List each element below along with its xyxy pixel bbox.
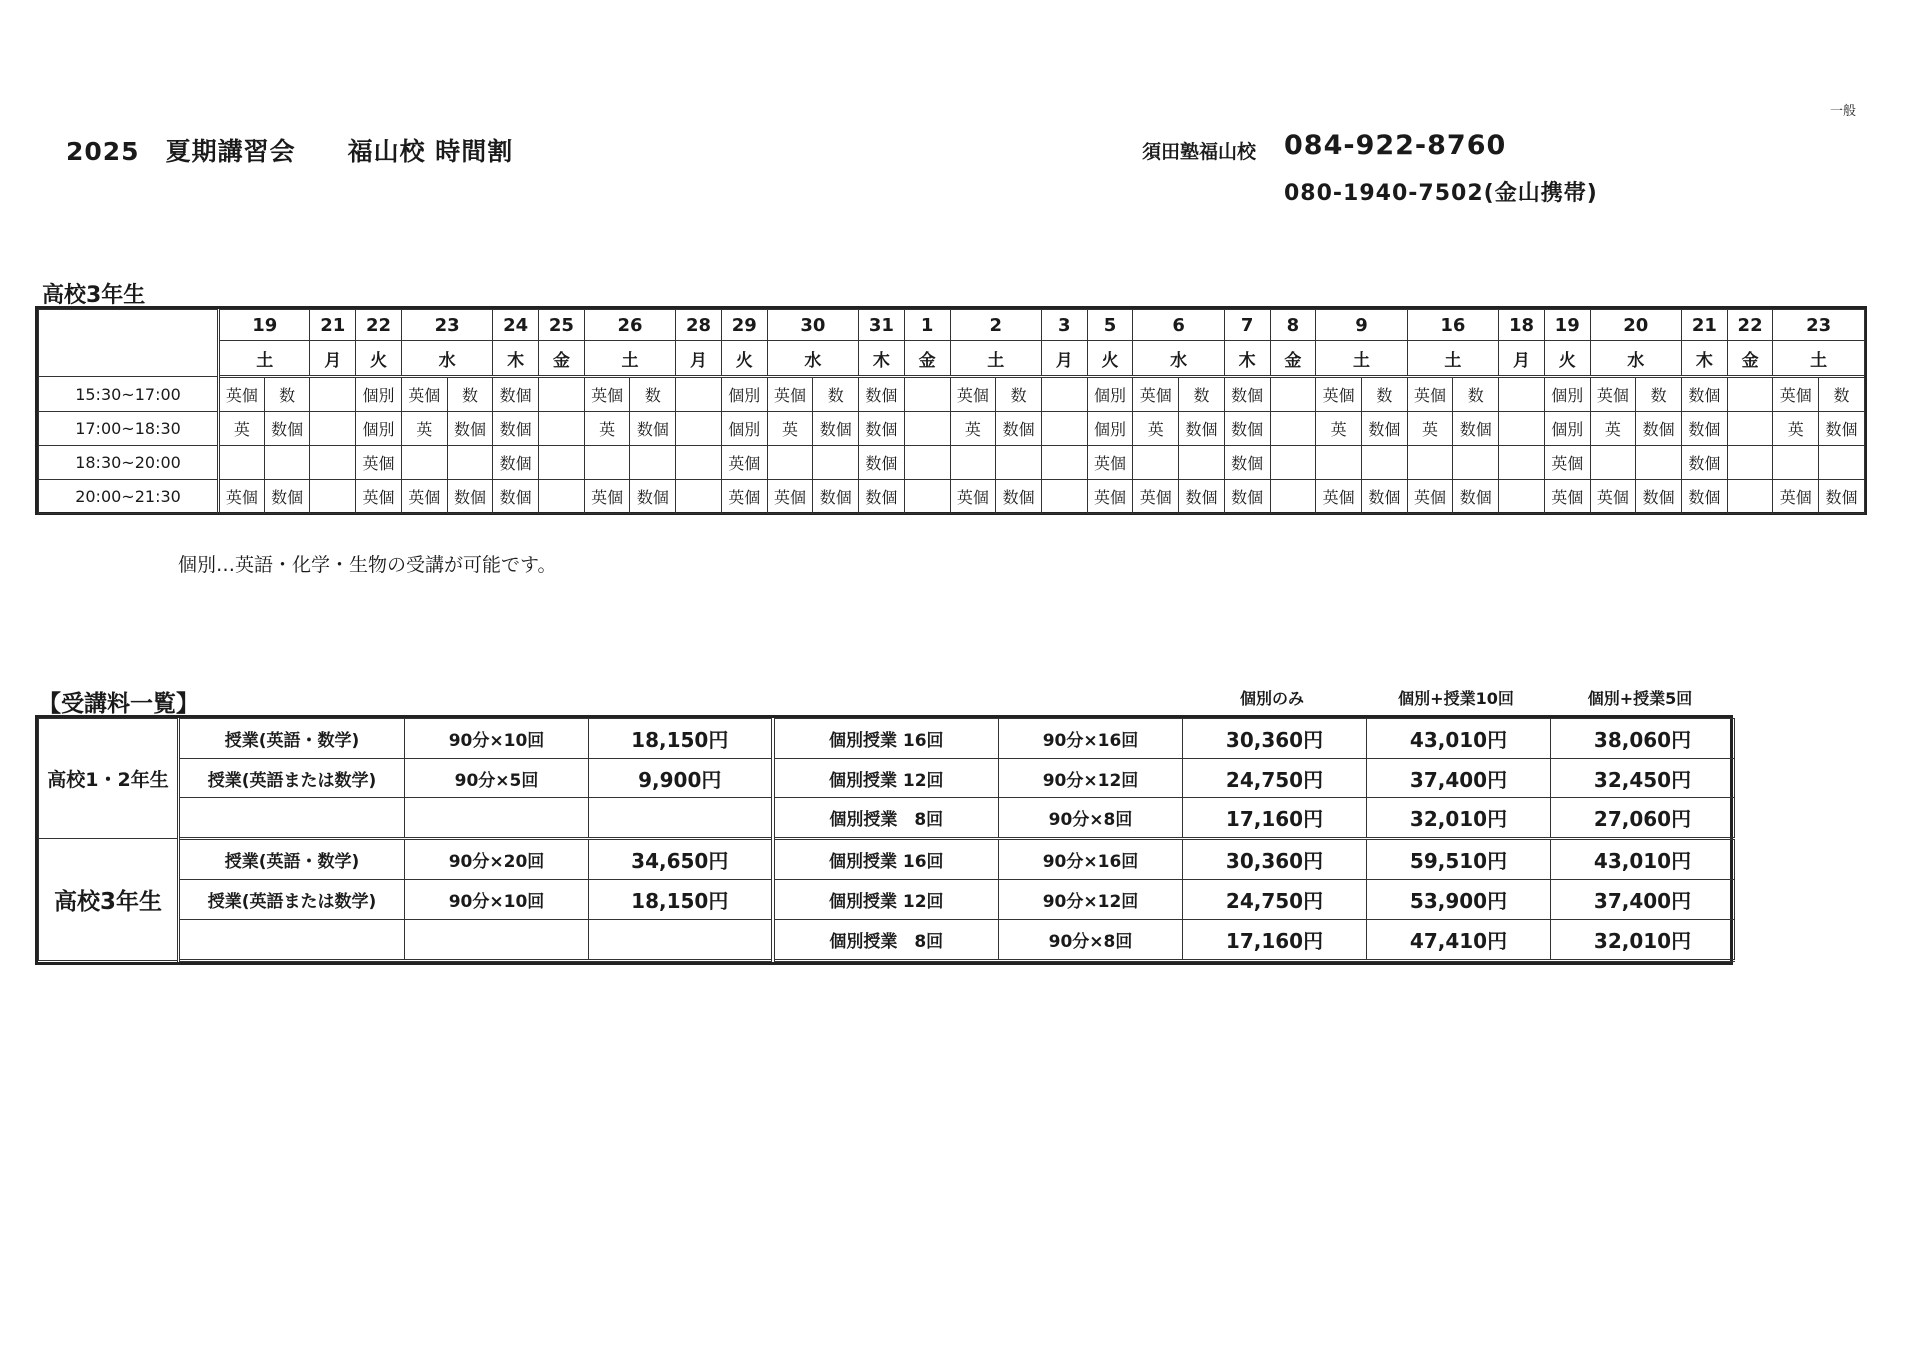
course-name bbox=[179, 798, 405, 839]
schedule-cell bbox=[1636, 446, 1682, 480]
schedule-cell bbox=[676, 377, 722, 412]
schedule-cell bbox=[950, 446, 996, 480]
time-slot-label: 15:30~17:00 bbox=[39, 377, 219, 412]
course-name: 授業(英語または数学) bbox=[179, 758, 405, 798]
schedule-cell: 数個 bbox=[1682, 412, 1728, 446]
schedule-cell bbox=[767, 446, 813, 480]
schedule-cell bbox=[1773, 446, 1819, 480]
schedule-cell: 英個 bbox=[721, 446, 767, 480]
schedule-cell: 数 bbox=[630, 377, 676, 412]
weekday-cell: 水 bbox=[767, 341, 858, 377]
schedule-cell bbox=[584, 446, 630, 480]
price-individual-only: 30,360円 bbox=[1183, 719, 1367, 759]
schedule-cell: 数個 bbox=[1224, 412, 1270, 446]
schedule-cell: 数 bbox=[813, 377, 859, 412]
schedule-cell bbox=[310, 412, 356, 446]
contact-school-name: 須田塾福山校 bbox=[1142, 141, 1257, 163]
schedule-cell: 数個 bbox=[264, 412, 310, 446]
col-header-individual-only: 個別のみ bbox=[1239, 689, 1304, 708]
date-cell: 7 bbox=[1224, 310, 1270, 341]
weekday-cell: 火 bbox=[721, 341, 767, 377]
schedule-cell bbox=[1727, 412, 1773, 446]
course-price: 9,900円 bbox=[589, 758, 773, 798]
schedule-cell: 数個 bbox=[493, 377, 539, 412]
contact-phone-main: 084-922-8760 bbox=[1284, 130, 1507, 161]
date-cell: 24 bbox=[493, 310, 539, 341]
individual-duration: 90分×16回 bbox=[999, 839, 1183, 880]
weekday-cell: 木 bbox=[1682, 341, 1728, 377]
schedule-cell: 英 bbox=[1133, 412, 1179, 446]
price-plus-5: 32,450円 bbox=[1551, 758, 1735, 798]
weekday-cell: 金 bbox=[904, 341, 950, 377]
schedule-cell bbox=[1499, 446, 1545, 480]
price-plus-10: 59,510円 bbox=[1367, 839, 1551, 880]
individual-plan: 個別授業 16回 bbox=[773, 719, 999, 759]
schedule-cell bbox=[1270, 377, 1316, 412]
weekday-cell: 木 bbox=[859, 341, 905, 377]
schedule-cell: 数個 bbox=[1682, 480, 1728, 514]
price-individual-only: 17,160円 bbox=[1183, 919, 1367, 960]
schedule-cell: 英個 bbox=[1407, 480, 1453, 514]
course-duration: 90分×5回 bbox=[405, 758, 589, 798]
schedule-cell bbox=[813, 446, 859, 480]
schedule-cell: 英個 bbox=[356, 480, 402, 514]
col-header-individual-plus-5: 個別+授業5回 bbox=[1587, 689, 1693, 708]
schedule-cell: 数個 bbox=[859, 412, 905, 446]
schedule-cell: 英個 bbox=[1133, 480, 1179, 514]
schedule-cell: 英個 bbox=[1087, 446, 1133, 480]
schedule-cell: 数個 bbox=[1682, 446, 1728, 480]
date-cell: 6 bbox=[1133, 310, 1224, 341]
schedule-cell: 数個 bbox=[1179, 412, 1225, 446]
schedule-cell: 数個 bbox=[1819, 412, 1865, 446]
weekday-cell: 土 bbox=[950, 341, 1041, 377]
schedule-cell: 英個 bbox=[1316, 377, 1362, 412]
course-price bbox=[589, 919, 773, 960]
corner-tag: 一般 bbox=[1830, 104, 1857, 119]
weekday-cell: 水 bbox=[1133, 341, 1224, 377]
schedule-cell: 数個 bbox=[1361, 412, 1407, 446]
fee-table bbox=[35, 715, 1733, 965]
price-plus-10: 37,400円 bbox=[1367, 758, 1551, 798]
contact-phone-mobile: 080-1940-7502(金山携帯) bbox=[1284, 181, 1598, 206]
schedule-cell: 英個 bbox=[1773, 480, 1819, 514]
note-text: 個別…英語・化学・生物の受講が可能です。 bbox=[178, 554, 557, 576]
weekday-cell: 月 bbox=[1499, 341, 1545, 377]
schedule-cell bbox=[1041, 412, 1087, 446]
schedule-cell: 数 bbox=[447, 377, 493, 412]
weekday-cell: 水 bbox=[401, 341, 492, 377]
schedule-cell bbox=[1590, 446, 1636, 480]
weekday-cell: 火 bbox=[1544, 341, 1590, 377]
date-cell: 21 bbox=[310, 310, 356, 341]
schedule-cell: 英個 bbox=[767, 480, 813, 514]
date-cell: 5 bbox=[1087, 310, 1133, 341]
schedule-cell: 数個 bbox=[264, 480, 310, 514]
course-name: 授業(英語・数学) bbox=[179, 719, 405, 759]
course-price bbox=[589, 798, 773, 839]
schedule-cell: 英個 bbox=[401, 377, 447, 412]
date-cell: 3 bbox=[1041, 310, 1087, 341]
schedule-cell bbox=[310, 480, 356, 514]
schedule-cell: 数個 bbox=[859, 377, 905, 412]
weekday-cell: 土 bbox=[1316, 341, 1407, 377]
date-cell: 8 bbox=[1270, 310, 1316, 341]
date-cell: 19 bbox=[219, 310, 310, 341]
price-individual-only: 24,750円 bbox=[1183, 880, 1367, 920]
schedule-cell bbox=[1819, 446, 1865, 480]
schedule-cell bbox=[904, 480, 950, 514]
schedule-cell: 数個 bbox=[1453, 480, 1499, 514]
course-price: 18,150円 bbox=[589, 880, 773, 920]
price-plus-5: 38,060円 bbox=[1551, 719, 1735, 759]
course-name bbox=[179, 919, 405, 960]
schedule-cell bbox=[1041, 377, 1087, 412]
schedule-cell: 英 bbox=[1590, 412, 1636, 446]
schedule-cell: 数個 bbox=[1224, 446, 1270, 480]
weekday-cell: 金 bbox=[539, 341, 585, 377]
date-cell: 23 bbox=[1773, 310, 1864, 341]
schedule-cell: 個別 bbox=[1087, 412, 1133, 446]
schedule-cell bbox=[1041, 480, 1087, 514]
schedule-cell bbox=[1270, 480, 1316, 514]
date-cell: 26 bbox=[584, 310, 675, 341]
schedule-cell: 数個 bbox=[1453, 412, 1499, 446]
individual-duration: 90分×8回 bbox=[999, 919, 1183, 960]
individual-duration: 90分×12回 bbox=[999, 880, 1183, 920]
price-plus-10: 43,010円 bbox=[1367, 719, 1551, 759]
col-header-individual-plus-10: 個別+授業10回 bbox=[1398, 689, 1514, 708]
schedule-cell bbox=[1270, 446, 1316, 480]
schedule-cell: 数 bbox=[1636, 377, 1682, 412]
schedule-cell bbox=[310, 377, 356, 412]
schedule-cell bbox=[539, 446, 585, 480]
schedule-cell: 数 bbox=[264, 377, 310, 412]
individual-duration: 90分×8回 bbox=[999, 798, 1183, 839]
individual-plan: 個別授業 12回 bbox=[773, 880, 999, 920]
schedule-cell: 個別 bbox=[721, 412, 767, 446]
date-cell: 19 bbox=[1544, 310, 1590, 341]
schedule-cell bbox=[904, 446, 950, 480]
schedule-cell: 英個 bbox=[950, 377, 996, 412]
weekday-cell: 土 bbox=[584, 341, 675, 377]
weekday-cell: 土 bbox=[219, 341, 310, 377]
schedule-cell bbox=[1041, 446, 1087, 480]
schedule-cell: 数個 bbox=[1819, 480, 1865, 514]
schedule-cell bbox=[539, 377, 585, 412]
schedule-cell bbox=[310, 446, 356, 480]
schedule-cell bbox=[996, 446, 1042, 480]
schedule-cell: 個別 bbox=[1544, 377, 1590, 412]
schedule-cell bbox=[904, 412, 950, 446]
date-cell: 2 bbox=[950, 310, 1041, 341]
course-duration: 90分×10回 bbox=[405, 880, 589, 920]
weekday-cell: 月 bbox=[1041, 341, 1087, 377]
schedule-cell: 数個 bbox=[630, 480, 676, 514]
schedule-cell: 英個 bbox=[1773, 377, 1819, 412]
date-cell: 16 bbox=[1407, 310, 1498, 341]
schedule-cell: 英個 bbox=[584, 377, 630, 412]
schedule-cell: 英個 bbox=[584, 480, 630, 514]
price-individual-only: 30,360円 bbox=[1183, 839, 1367, 880]
schedule-cell bbox=[1133, 446, 1179, 480]
weekday-cell: 月 bbox=[676, 341, 722, 377]
schedule-cell: 数個 bbox=[493, 412, 539, 446]
course-duration bbox=[405, 919, 589, 960]
course-duration: 90分×20回 bbox=[405, 839, 589, 880]
grade-group-label: 高校3年生 bbox=[39, 839, 179, 961]
schedule-cell: 数 bbox=[1361, 377, 1407, 412]
course-price: 18,150円 bbox=[589, 719, 773, 759]
schedule-cell bbox=[676, 412, 722, 446]
schedule-cell: 英個 bbox=[401, 480, 447, 514]
schedule-cell: 個別 bbox=[1544, 412, 1590, 446]
schedule-cell bbox=[676, 446, 722, 480]
date-cell: 31 bbox=[859, 310, 905, 341]
schedule-cell: 数個 bbox=[1636, 480, 1682, 514]
price-plus-5: 27,060円 bbox=[1551, 798, 1735, 839]
schedule-cell: 数個 bbox=[996, 480, 1042, 514]
schedule-cell: 個別 bbox=[1087, 377, 1133, 412]
weekday-cell: 土 bbox=[1407, 341, 1498, 377]
schedule-cell: 数個 bbox=[859, 480, 905, 514]
schedule-cell: 英個 bbox=[1407, 377, 1453, 412]
schedule-cell: 数 bbox=[996, 377, 1042, 412]
schedule-cell: 英 bbox=[950, 412, 996, 446]
schedule-cell: 英個 bbox=[219, 377, 265, 412]
schedule-cell: 英 bbox=[584, 412, 630, 446]
grade-group-label: 高校1・2年生 bbox=[39, 719, 179, 839]
schedule-cell: 英個 bbox=[356, 446, 402, 480]
schedule-cell: 英個 bbox=[1544, 446, 1590, 480]
weekday-cell: 金 bbox=[1727, 341, 1773, 377]
time-slot-label: 20:00~21:30 bbox=[39, 480, 219, 514]
schedule-cell bbox=[1179, 446, 1225, 480]
course-duration bbox=[405, 798, 589, 839]
date-cell: 30 bbox=[767, 310, 858, 341]
course-price: 34,650円 bbox=[589, 839, 773, 880]
course-name: 授業(英語・数学) bbox=[179, 839, 405, 880]
schedule-cell: 数個 bbox=[996, 412, 1042, 446]
price-plus-5: 32,010円 bbox=[1551, 919, 1735, 960]
schedule-cell: 英個 bbox=[950, 480, 996, 514]
schedule-cell: 数個 bbox=[1224, 377, 1270, 412]
schedule-cell: 英個 bbox=[721, 480, 767, 514]
weekday-cell: 土 bbox=[1773, 341, 1864, 377]
page-title: 2025 夏期講習会 福山校 時間割 bbox=[66, 137, 514, 166]
schedule-cell bbox=[401, 446, 447, 480]
date-cell: 9 bbox=[1316, 310, 1407, 341]
course-name: 授業(英語または数学) bbox=[179, 880, 405, 920]
date-cell: 21 bbox=[1682, 310, 1728, 341]
schedule-cell: 数個 bbox=[447, 480, 493, 514]
weekday-cell: 火 bbox=[1087, 341, 1133, 377]
schedule-cell bbox=[1499, 377, 1545, 412]
schedule-cell bbox=[1499, 480, 1545, 514]
schedule-cell bbox=[264, 446, 310, 480]
schedule-cell: 英 bbox=[219, 412, 265, 446]
date-cell: 23 bbox=[401, 310, 492, 341]
schedule-cell bbox=[1407, 446, 1453, 480]
time-slot-label: 18:30~20:00 bbox=[39, 446, 219, 480]
schedule-corner-cell bbox=[39, 310, 219, 377]
schedule-cell: 英個 bbox=[1133, 377, 1179, 412]
schedule-cell: 数個 bbox=[813, 480, 859, 514]
schedule-table bbox=[35, 306, 1867, 515]
schedule-cell bbox=[904, 377, 950, 412]
schedule-cell: 英個 bbox=[767, 377, 813, 412]
schedule-cell bbox=[1499, 412, 1545, 446]
schedule-cell: 英 bbox=[1773, 412, 1819, 446]
date-cell: 22 bbox=[1727, 310, 1773, 341]
weekday-cell: 金 bbox=[1270, 341, 1316, 377]
date-cell: 22 bbox=[356, 310, 402, 341]
schedule-cell: 数 bbox=[1453, 377, 1499, 412]
schedule-cell bbox=[219, 446, 265, 480]
date-cell: 25 bbox=[539, 310, 585, 341]
weekday-cell: 木 bbox=[493, 341, 539, 377]
schedule-cell: 数個 bbox=[630, 412, 676, 446]
schedule-cell: 個別 bbox=[721, 377, 767, 412]
price-individual-only: 24,750円 bbox=[1183, 758, 1367, 798]
schedule-cell: 数個 bbox=[493, 446, 539, 480]
weekday-cell: 木 bbox=[1224, 341, 1270, 377]
schedule-cell: 数個 bbox=[859, 446, 905, 480]
individual-plan: 個別授業 8回 bbox=[773, 919, 999, 960]
course-duration: 90分×10回 bbox=[405, 719, 589, 759]
schedule-cell: 数個 bbox=[1179, 480, 1225, 514]
schedule-cell: 英個 bbox=[219, 480, 265, 514]
schedule-cell bbox=[1270, 412, 1316, 446]
schedule-cell bbox=[1316, 446, 1362, 480]
schedule-cell: 英個 bbox=[1590, 377, 1636, 412]
schedule-cell: 数 bbox=[1179, 377, 1225, 412]
schedule-cell: 数個 bbox=[1361, 480, 1407, 514]
schedule-cell bbox=[676, 480, 722, 514]
price-plus-5: 43,010円 bbox=[1551, 839, 1735, 880]
price-plus-10: 53,900円 bbox=[1367, 880, 1551, 920]
individual-plan: 個別授業 8回 bbox=[773, 798, 999, 839]
schedule-cell: 英個 bbox=[1316, 480, 1362, 514]
individual-plan: 個別授業 16回 bbox=[773, 839, 999, 880]
date-cell: 20 bbox=[1590, 310, 1681, 341]
schedule-cell bbox=[1727, 377, 1773, 412]
price-plus-5: 37,400円 bbox=[1551, 880, 1735, 920]
schedule-cell: 数個 bbox=[813, 412, 859, 446]
schedule-cell: 英 bbox=[1316, 412, 1362, 446]
individual-duration: 90分×12回 bbox=[999, 758, 1183, 798]
schedule-cell bbox=[1727, 446, 1773, 480]
schedule-cell: 英個 bbox=[1087, 480, 1133, 514]
date-cell: 1 bbox=[904, 310, 950, 341]
schedule-cell bbox=[539, 412, 585, 446]
date-cell: 28 bbox=[676, 310, 722, 341]
schedule-heading: 高校3年生 bbox=[42, 283, 146, 308]
schedule-cell: 数個 bbox=[493, 480, 539, 514]
individual-plan: 個別授業 12回 bbox=[773, 758, 999, 798]
schedule-cell: 英 bbox=[1407, 412, 1453, 446]
price-plus-10: 32,010円 bbox=[1367, 798, 1551, 839]
schedule-cell: 数個 bbox=[1224, 480, 1270, 514]
schedule-cell: 英 bbox=[401, 412, 447, 446]
schedule-cell: 英個 bbox=[1544, 480, 1590, 514]
weekday-cell: 火 bbox=[356, 341, 402, 377]
schedule-cell: 数 bbox=[1819, 377, 1865, 412]
weekday-cell: 水 bbox=[1590, 341, 1681, 377]
schedule-cell: 個別 bbox=[356, 377, 402, 412]
schedule-cell: 個別 bbox=[356, 412, 402, 446]
schedule-cell bbox=[1361, 446, 1407, 480]
time-slot-label: 17:00~18:30 bbox=[39, 412, 219, 446]
schedule-cell bbox=[1453, 446, 1499, 480]
schedule-cell bbox=[630, 446, 676, 480]
schedule-cell bbox=[447, 446, 493, 480]
weekday-cell: 月 bbox=[310, 341, 356, 377]
schedule-cell: 数個 bbox=[1682, 377, 1728, 412]
date-cell: 18 bbox=[1499, 310, 1545, 341]
schedule-cell: 英 bbox=[767, 412, 813, 446]
price-plus-10: 47,410円 bbox=[1367, 919, 1551, 960]
schedule-cell: 数個 bbox=[1636, 412, 1682, 446]
schedule-cell: 数個 bbox=[447, 412, 493, 446]
date-cell: 29 bbox=[721, 310, 767, 341]
individual-duration: 90分×16回 bbox=[999, 719, 1183, 759]
schedule-cell bbox=[1727, 480, 1773, 514]
price-individual-only: 17,160円 bbox=[1183, 798, 1367, 839]
schedule-cell bbox=[539, 480, 585, 514]
schedule-cell: 英個 bbox=[1590, 480, 1636, 514]
fee-heading: 【受講料一覧】 bbox=[38, 691, 199, 717]
